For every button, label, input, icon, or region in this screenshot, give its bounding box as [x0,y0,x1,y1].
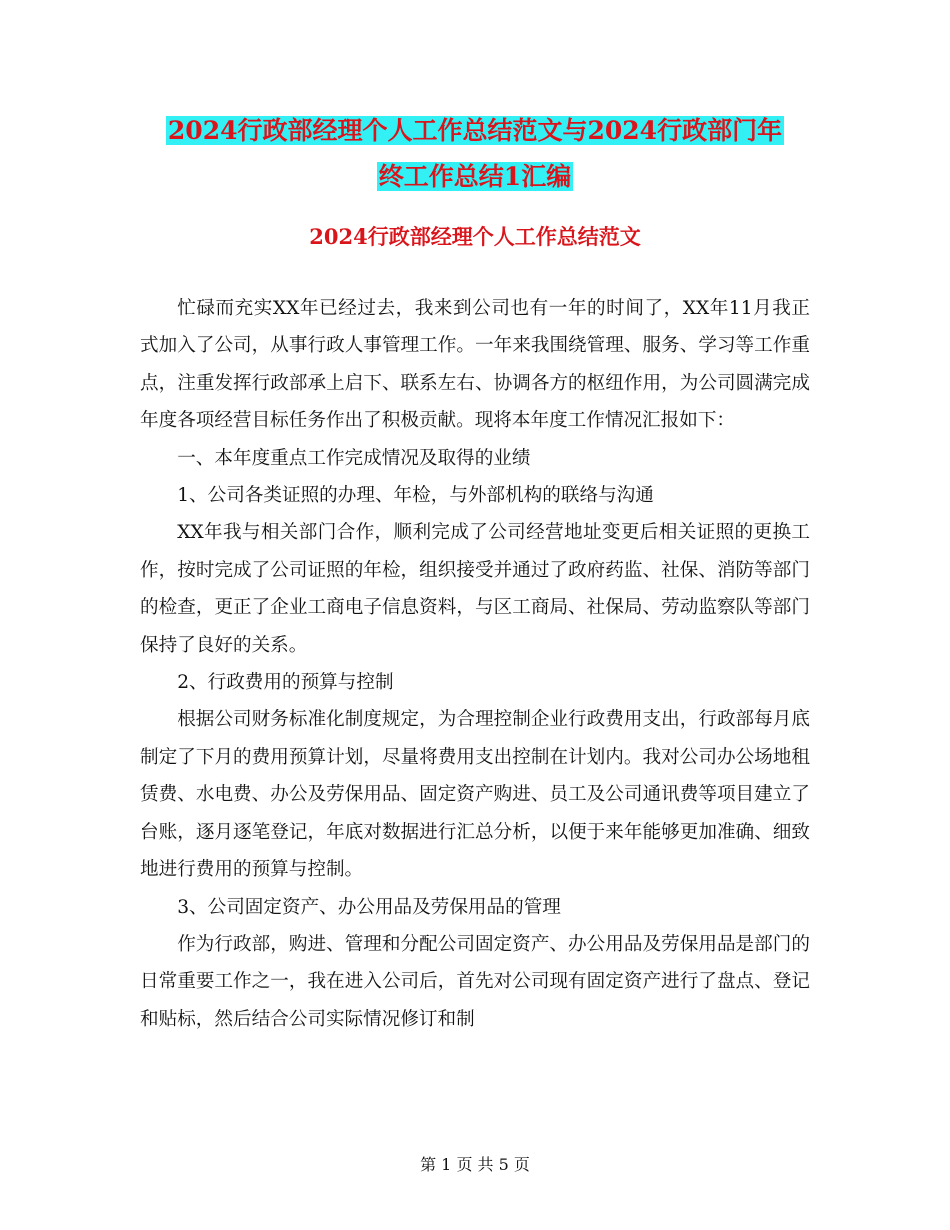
document-title-line2: 终工作总结1汇编 [378,162,572,191]
heading-section-1: 一、本年度重点工作完成情况及取得的业绩 [177,447,531,469]
paragraph-item-3: 作为行政部，购进、管理和分配公司固定资产、办公用品及劳保用品是部门的日常重要工作之一，我在进入公司后，首先对公司现有固定资产进行了盘点、登记和贴标，然后结合公司实际情况修订和制 [140,933,810,1030]
paragraph-item-1: XX年我与相关部门合作，顺利完成了公司经营地址变更后相关证照的更换工作，按时完成了公司证照的年检，组织接受并通过了政府药监、社保、消防等部门的检查，更正了企业工商电子信息资料，与区工商局、社保局、劳动监察队等部门保持了良好的关系。 [140,522,810,656]
heading-item-2: 2、行政费用的预算与控制 [177,672,394,694]
section-title: 2024行政部经理个人工作总结范文 [309,224,641,249]
paragraph-intro: 忙碌而充实XX年已经过去，我来到公司也有一年的时间了，XX年11月我正式加入了公司，从事行政人事管理工作。一年来我围绕管理、服务、学习等工作重点，注重发挥行政部承上启下、联系左右、协调各方的枢纽作用，为公司圆满完成年度各项经营目标任务作出了积极贡献。现将本年度工作情况汇报如下： [140,298,810,432]
document-body [140,290,810,1038]
document-title-line1: 2024行政部经理个人工作总结范文与2024行政部门年 [167,116,783,145]
paragraph-item-2: 根据公司财务标准化制度规定，为合理控制企业行政费用支出，行政部每月底制定了下月的费用预算计划，尽量将费用支出控制在计划内。我对公司办公场地租赁费、水电费、办公及劳保用品、固定资产购进、员工及公司通讯费等项目建立了台账，逐月逐笔登记，年底对数据进行汇总分析，以便于来年能够更加准确、细致地进行费用的预算与控制。 [140,709,810,881]
heading-item-1: 1、公司各类证照的办理、年检，与外部机构的联络与沟通 [177,485,654,507]
page-footer: 第 1 页 共 5 页 [420,1155,530,1174]
heading-item-3: 3、公司固定资产、办公用品及劳保用品的管理 [177,896,561,918]
document-title [120,108,830,200]
